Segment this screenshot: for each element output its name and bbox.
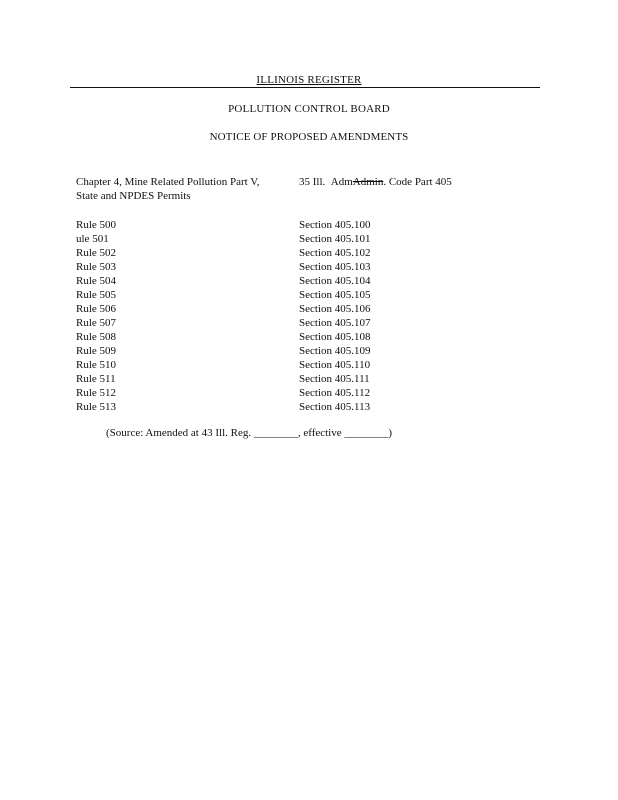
table-row (76, 332, 496, 346)
rule-number: Rule 507 (76, 317, 117, 329)
section-number: Section 405.103 (299, 261, 371, 273)
rule-number: Rule 513 (76, 401, 117, 413)
citation-prefix: 35 Ill. (299, 176, 326, 188)
section-number: Section 405.100 (299, 219, 371, 231)
chapter-description (76, 175, 296, 203)
rule-number: Rule 510 (76, 359, 117, 371)
section-number: Section 405.112 (299, 387, 371, 399)
board-name: POLLUTION CONTROL BOARD (228, 103, 390, 115)
section-number: Section 405.101 (299, 233, 371, 245)
section-number: Section 405.108 (299, 331, 371, 343)
section-number: Section 405.109 (299, 345, 371, 357)
chapter-line-2: State and NPDES Permits (76, 190, 191, 202)
table-row (76, 276, 496, 290)
rule-number: Rule 509 (76, 345, 117, 357)
table-row (76, 388, 496, 402)
table-row (76, 402, 496, 416)
rule-number: Rule 500 (76, 219, 117, 231)
table-row (76, 304, 496, 318)
table-row (76, 346, 496, 360)
table-row (76, 262, 496, 276)
citation-adm: Adm (330, 176, 353, 188)
section-number: Section 405.107 (299, 317, 371, 329)
table-row (76, 318, 496, 332)
section-number: Section 405.113 (299, 401, 371, 413)
rule-number: Rule 511 (76, 373, 116, 385)
rule-number: ule 501 (76, 233, 109, 245)
rule-number: Rule 503 (76, 261, 117, 273)
rule-number: Rule 502 (76, 247, 117, 259)
rule-number: Rule 505 (76, 289, 117, 301)
citation-struck-text: Admin (352, 176, 384, 188)
rule-section-table (76, 220, 496, 416)
header-divider (70, 87, 540, 88)
table-row (76, 220, 496, 234)
section-number: Section 405.105 (299, 289, 371, 301)
section-number: Section 405.111 (299, 373, 370, 385)
citation-suffix: . Code Part 405 (383, 176, 452, 188)
chapter-line-1: Chapter 4, Mine Related Pollution Part V, (76, 176, 260, 188)
table-row (76, 374, 496, 388)
source-note: (Source: Amended at 43 Ill. Reg. ________, effective ________) (106, 427, 393, 439)
rule-number: Rule 508 (76, 331, 117, 343)
table-row (76, 234, 496, 248)
register-title: ILLINOIS REGISTER (256, 74, 362, 86)
table-row (76, 248, 496, 262)
code-citation (299, 175, 539, 189)
section-number: Section 405.110 (299, 359, 371, 371)
rule-number: Rule 506 (76, 303, 117, 315)
section-number: Section 405.104 (299, 275, 371, 287)
section-number: Section 405.106 (299, 303, 371, 315)
section-number: Section 405.102 (299, 247, 371, 259)
table-row (76, 360, 496, 374)
rule-number: Rule 504 (76, 275, 117, 287)
table-row (76, 290, 496, 304)
notice-heading: NOTICE OF PROPOSED AMENDMENTS (209, 131, 409, 143)
rule-number: Rule 512 (76, 387, 117, 399)
